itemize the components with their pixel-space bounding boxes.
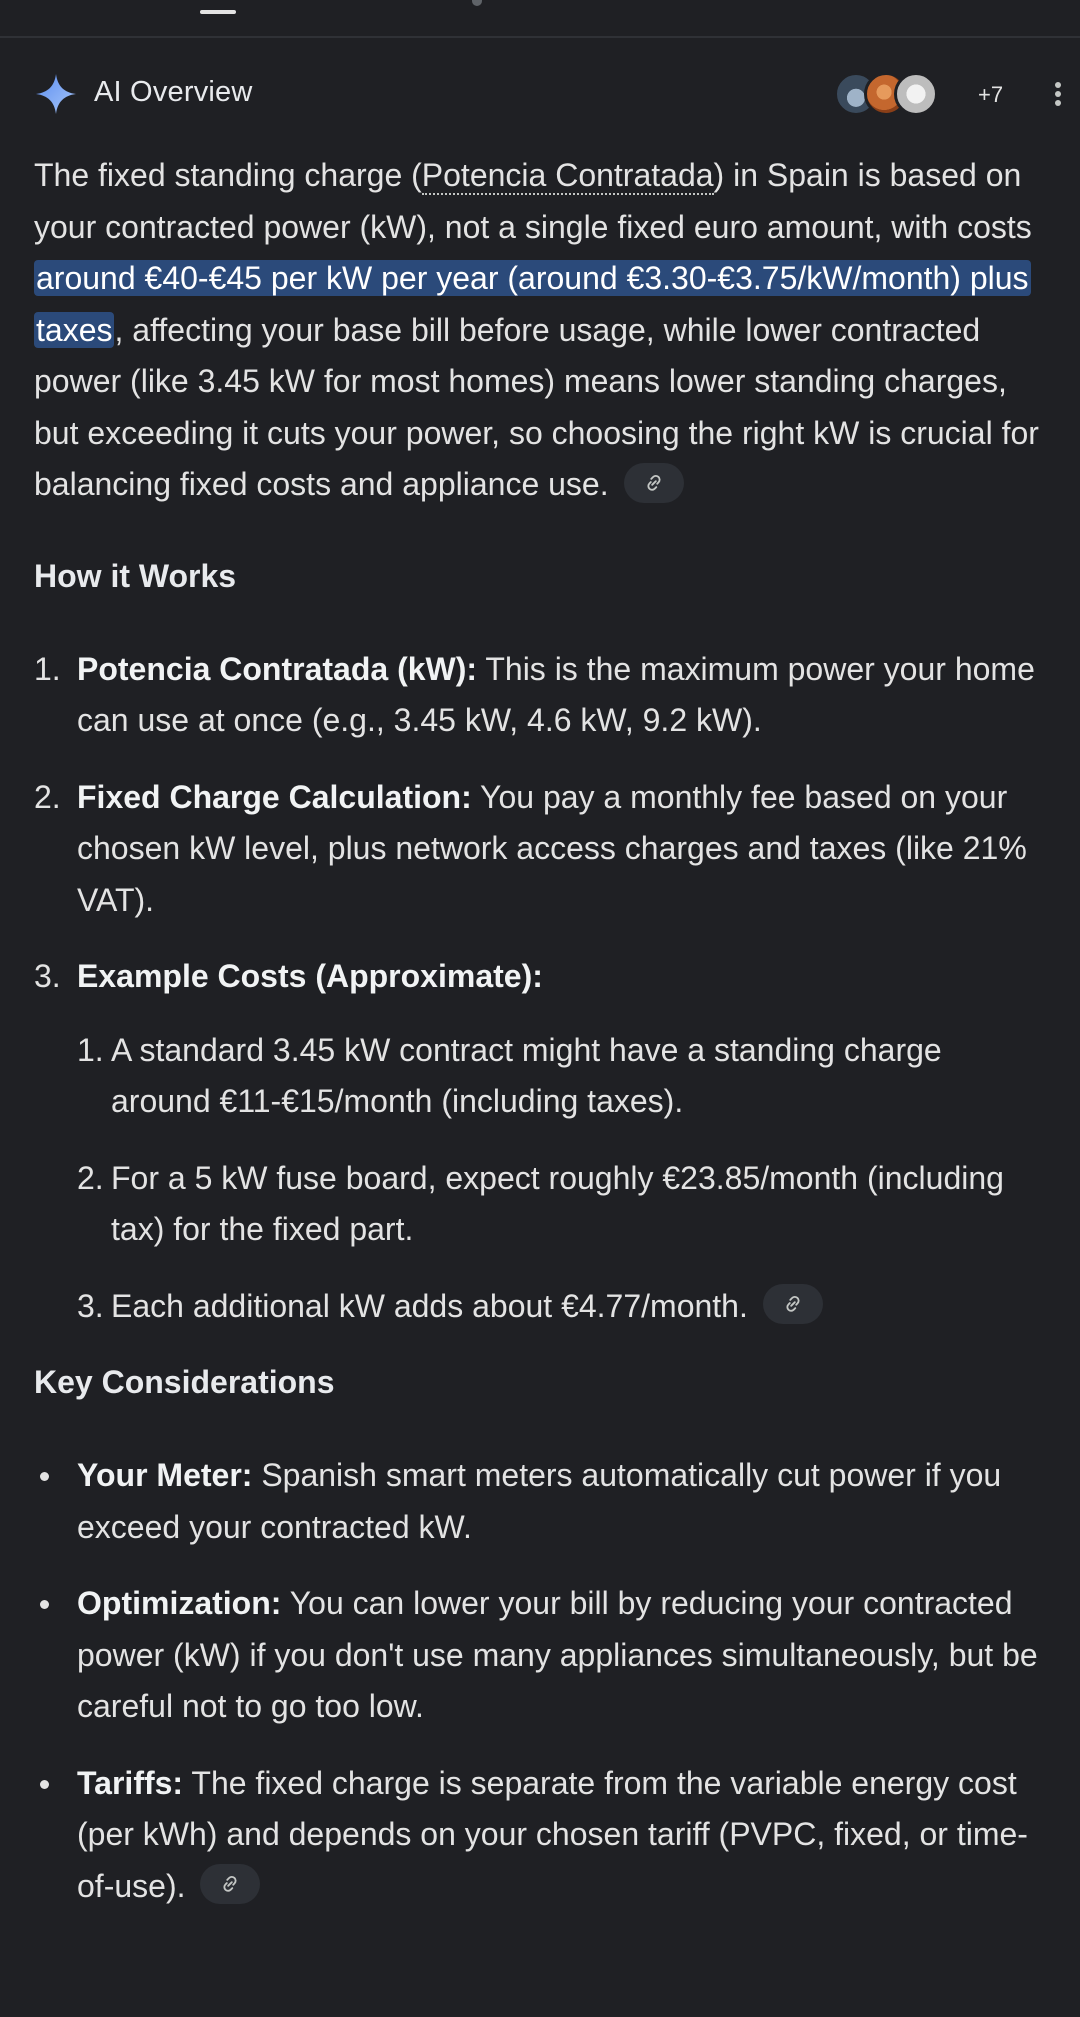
- link-icon: [643, 472, 665, 494]
- list-item: Optimization: You can lower your bill by reducing your contracted power (kW) if you don't use many appliances simultaneously, but be careful not to go too low.: [34, 1578, 1050, 1733]
- list-item: 3. Each additional kW adds about €4.77/month.: [77, 1281, 1050, 1333]
- term-potencia-contratada[interactable]: Potencia Contratada: [421, 157, 714, 193]
- list-item: 2. For a 5 kW fuse board, expect roughly €23.85/month (including tax) for the fixed part.: [77, 1159, 1004, 1247]
- list-item: 3. Example Costs (Approximate): 1. A standard 3.45 kW contract might have a standing charge around €11-€15/month (including taxes). 2. For a 5 kW fuse board, expect roughly €23.85/month (including tax) for the fixed part. 3. Each additional kW adds about €4.77/month.: [34, 951, 1050, 1332]
- tab-edge: [472, 0, 482, 6]
- how-it-works-heading: How it Works: [34, 557, 237, 594]
- intro-paragraph: The fixed standing charge (Potencia Contratada) in Spain is based on your contracted power (kW), not a single fixed euro amount, with costs around €40-€45 per kW per year (around €3.30-€3.75/kW/month) plus taxes, affecting your base bill before usage, while lower contracted power (like 3.45 kW for most homes) means lower standing charges, but exceeding it cuts your power, so choosing the right kW is crucial for balancing fixed costs and appliance use.: [34, 157, 1039, 502]
- more-sources-count[interactable]: +7: [978, 82, 1004, 107]
- list-item: Your Meter: Spanish smart meters automatically cut power if you exceed your contracted kW.: [34, 1450, 1050, 1553]
- how-it-works-list: [34, 644, 1050, 1333]
- source-link-button[interactable]: [763, 1284, 823, 1324]
- gemini-sparkle-icon: [34, 72, 78, 116]
- example-costs-list: [77, 1025, 1050, 1333]
- ai-overview-title: AI Overview: [94, 76, 253, 108]
- key-considerations-list: [34, 1450, 1050, 1912]
- link-icon: [782, 1293, 804, 1315]
- top-tab-bar: [0, 0, 1080, 38]
- key-considerations-heading: Key Considerations: [34, 1364, 335, 1400]
- bullet-icon: [40, 1780, 49, 1789]
- list-item: 2. Fixed Charge Calculation: You pay a monthly fee based on your chosen kW level, plus network access charges and taxes (like 21% VAT).: [34, 778, 1027, 918]
- list-item: 1. Potencia Contratada (kW): This is the maximum power your home can use at once (e.g., 3.45 kW, 4.6 kW, 9.2 kW).: [34, 650, 1035, 738]
- bullet-icon: [40, 1600, 49, 1609]
- ai-overview-header: [34, 70, 1046, 120]
- list-item: 1. A standard 3.45 kW contract might have a standing charge around €11-€15/month (including taxes).: [77, 1031, 942, 1119]
- bullet-icon: [40, 1472, 49, 1481]
- more-vert-icon[interactable]: [1046, 82, 1070, 108]
- list-item: Tariffs: The fixed charge is separate from the variable energy cost (per kWh) and depends on your chosen tariff (PVPC, fixed, or time-of-use).: [34, 1758, 1050, 1913]
- source-link-button[interactable]: [624, 463, 684, 503]
- link-icon: [219, 1873, 241, 1895]
- highlighted-answer: around €40-€45 per kW per year (around €3.30-€3.75/kW/month) plus taxes: [36, 260, 1029, 348]
- ai-overview-content: [34, 150, 1050, 1937]
- source-avatars[interactable]: [834, 72, 1014, 118]
- active-tab-indicator: [200, 10, 236, 14]
- source-link-button[interactable]: [200, 1864, 260, 1904]
- source-avatar[interactable]: [894, 72, 938, 116]
